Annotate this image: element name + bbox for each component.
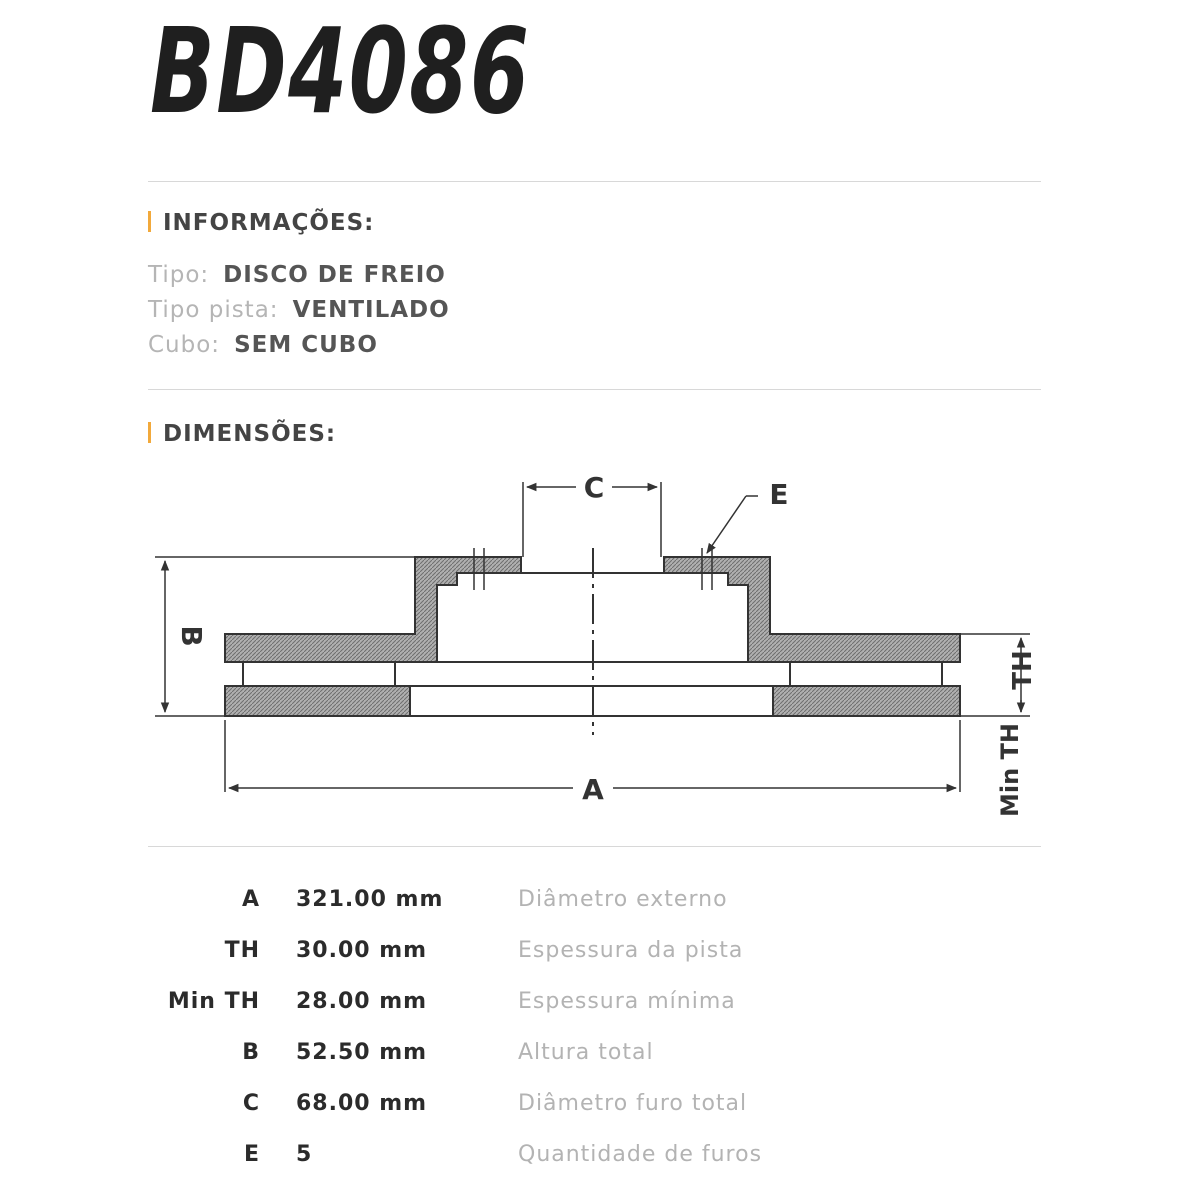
- spec-label: A: [241, 887, 260, 912]
- info-row-tipo: [148, 262, 446, 288]
- spec-value: 5: [296, 1142, 313, 1167]
- divider: [148, 181, 1041, 182]
- spec-value: 52.50 mm: [296, 1040, 428, 1065]
- section-title: DIMENSÕES:: [163, 421, 337, 447]
- label-c: C: [583, 471, 605, 504]
- spec-value: 28.00 mm: [296, 989, 428, 1014]
- info-key: Tipo:: [148, 262, 210, 288]
- accent-bar: [148, 211, 151, 232]
- label-b: B: [175, 625, 208, 647]
- section-dimensoes-heading: [148, 421, 336, 447]
- spec-value: 321.00 mm: [296, 887, 444, 912]
- spec-label: C: [242, 1091, 260, 1116]
- table-row: [150, 874, 762, 925]
- spec-label: Min TH: [167, 989, 260, 1014]
- section-title: INFORMAÇÕES:: [163, 210, 375, 236]
- info-value: SEM CUBO: [234, 332, 378, 358]
- section-informacoes-heading: [148, 210, 374, 236]
- spec-label: TH: [224, 938, 260, 963]
- info-key: Tipo pista:: [148, 297, 279, 323]
- spec-description: Diâmetro furo total: [518, 1091, 748, 1116]
- spec-label: E: [243, 1142, 260, 1167]
- table-row: [150, 1027, 762, 1078]
- specs-table: [150, 874, 762, 1180]
- info-row-tipo-pista: [148, 297, 450, 323]
- divider: [148, 389, 1041, 390]
- table-row: [150, 976, 762, 1027]
- spec-description: Quantidade de furos: [518, 1142, 763, 1167]
- spec-description: Altura total: [518, 1040, 654, 1065]
- spec-value: 30.00 mm: [296, 938, 428, 963]
- spec-description: Espessura da pista: [518, 938, 744, 963]
- table-row: [150, 1129, 762, 1180]
- spec-description: Diâmetro externo: [518, 887, 728, 912]
- label-e: E: [769, 478, 789, 511]
- label-a: A: [582, 773, 604, 806]
- label-min-th: Min TH: [996, 722, 1024, 818]
- info-key: Cubo:: [148, 332, 221, 358]
- part-number-title: BD4086: [150, 2, 531, 140]
- info-value: VENTILADO: [292, 297, 450, 323]
- divider: [148, 846, 1041, 847]
- label-th: TH: [1008, 650, 1038, 690]
- spec-label: B: [242, 1040, 260, 1065]
- spec-value: 68.00 mm: [296, 1091, 428, 1116]
- table-row: [150, 925, 762, 976]
- spec-description: Espessura mínima: [518, 989, 736, 1014]
- accent-bar: [148, 422, 151, 443]
- info-row-cubo: [148, 332, 378, 358]
- table-row: [150, 1078, 762, 1129]
- brake-disc-diagram: [0, 460, 1200, 840]
- info-value: DISCO DE FREIO: [223, 262, 446, 288]
